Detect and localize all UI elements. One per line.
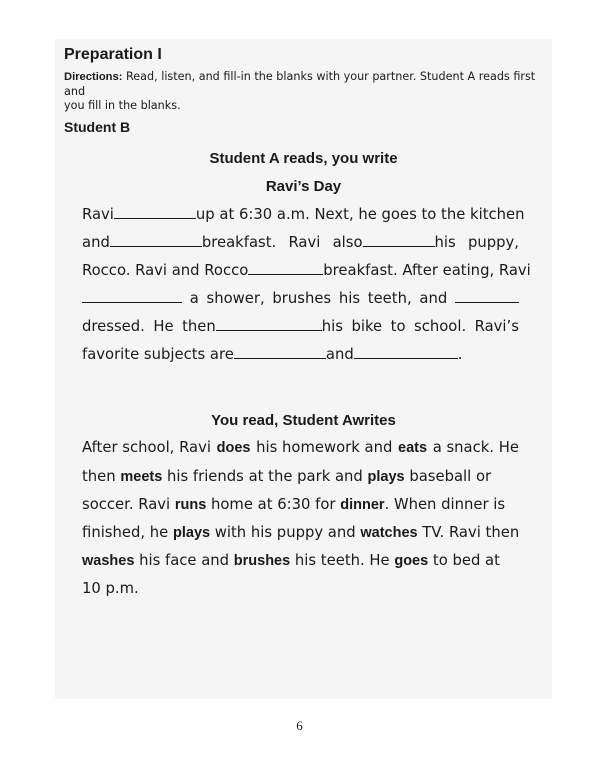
- text-group: [182, 316, 343, 338]
- page-number: 6: [296, 718, 303, 733]
- text: Ravi’s: [474, 318, 519, 335]
- bold-verb: washes: [82, 553, 135, 569]
- text: a: [189, 290, 199, 307]
- text: Rocco. Ravi and Rocco: [82, 262, 249, 279]
- reading-line-2: [82, 466, 519, 488]
- text-group: [333, 232, 456, 254]
- directions-label: Directions:: [64, 71, 123, 83]
- bold-verb: watches: [360, 525, 418, 541]
- fill-line-1: [82, 204, 525, 226]
- text: with his puppy and: [210, 524, 361, 541]
- bold-verb: dinner: [340, 497, 385, 513]
- text: . When dinner is: [384, 496, 506, 513]
- bold-verb: meets: [120, 469, 163, 485]
- text: his friends at the park and: [162, 468, 368, 485]
- text: also: [332, 234, 363, 251]
- reading-line-3: [82, 494, 519, 516]
- fill-line-6: [82, 344, 519, 366]
- text: TV. Ravi then: [417, 524, 520, 541]
- reading-line-6: [82, 578, 519, 600]
- text: dressed.: [82, 318, 145, 335]
- section-a-heading: Student A reads, you write: [209, 150, 398, 167]
- section-b-heading: You read, Student Awrites: [211, 412, 396, 429]
- text: to bed at: [428, 552, 500, 569]
- text: breakfast. After eating, Ravi: [323, 262, 531, 279]
- bold-verb: goes: [394, 553, 429, 569]
- text: Ravi: [82, 206, 114, 223]
- directions-text-1: Read, listen, and fill-in the blanks with your partner. Student A reads first and: [64, 70, 536, 98]
- text: his: [321, 318, 343, 335]
- text: Ravi: [288, 234, 321, 251]
- fill-line-3: [82, 260, 531, 282]
- text: his: [434, 234, 456, 251]
- student-label: Student B: [64, 119, 131, 135]
- text: his teeth. He: [290, 552, 395, 569]
- page-title: Preparation I: [64, 46, 162, 63]
- text: shower,: [206, 290, 265, 307]
- bold-verb: runs: [174, 497, 207, 513]
- text: then: [82, 468, 121, 485]
- worksheet-panel: [55, 39, 552, 699]
- blank-field[interactable]: [234, 344, 326, 359]
- text: and: [325, 346, 354, 363]
- text: He: [153, 318, 174, 335]
- text: After school, Ravi: [82, 439, 211, 456]
- text: home at 6:30 for: [206, 496, 341, 513]
- text: .: [457, 346, 463, 363]
- text: and: [82, 234, 110, 251]
- bold-verb: does: [216, 440, 251, 456]
- text: a snack. He: [432, 439, 519, 456]
- text: baseball or: [404, 468, 492, 485]
- text: breakfast.: [201, 234, 277, 251]
- text: his face and: [134, 552, 234, 569]
- reading-line-4: [82, 522, 519, 544]
- fill-line-5: [82, 316, 519, 338]
- reading-line-5: [82, 550, 519, 572]
- text: his: [338, 290, 361, 307]
- reading-line-1: [82, 437, 519, 459]
- text: up at 6:30 a.m. Next, he goes to the kitchen: [195, 206, 525, 223]
- blank-field[interactable]: [363, 232, 435, 247]
- text-group: [82, 232, 276, 254]
- text: favorite subjects are: [82, 346, 234, 363]
- text: to: [390, 318, 406, 335]
- text: bike: [351, 318, 383, 335]
- text: puppy,: [467, 234, 519, 251]
- bold-verb: brushes: [233, 553, 291, 569]
- fill-line-2: [82, 232, 519, 254]
- directions-text-2: you fill in the blanks.: [64, 99, 181, 112]
- text: 10 p.m.: [82, 580, 139, 597]
- text: brushes: [272, 290, 332, 307]
- text: finished, he: [82, 524, 173, 541]
- story-title: Ravi’s Day: [265, 178, 342, 195]
- fill-line-4: [82, 288, 519, 310]
- bold-verb: plays: [367, 469, 405, 485]
- blank-field[interactable]: [82, 288, 182, 303]
- text: school.: [414, 318, 467, 335]
- text: his homework and: [256, 439, 393, 456]
- blank-field[interactable]: [216, 316, 322, 331]
- blank-field[interactable]: [354, 344, 458, 359]
- blank-field[interactable]: [110, 232, 202, 247]
- blank-field[interactable]: [455, 288, 519, 303]
- text: teeth,: [367, 290, 412, 307]
- bold-verb: plays: [173, 525, 211, 541]
- directions: [64, 70, 544, 114]
- blank-field[interactable]: [114, 204, 196, 219]
- text: and: [419, 290, 448, 307]
- text: soccer. Ravi: [82, 496, 175, 513]
- bold-verb: eats: [398, 440, 428, 456]
- text: then: [182, 318, 216, 335]
- blank-field[interactable]: [248, 260, 323, 275]
